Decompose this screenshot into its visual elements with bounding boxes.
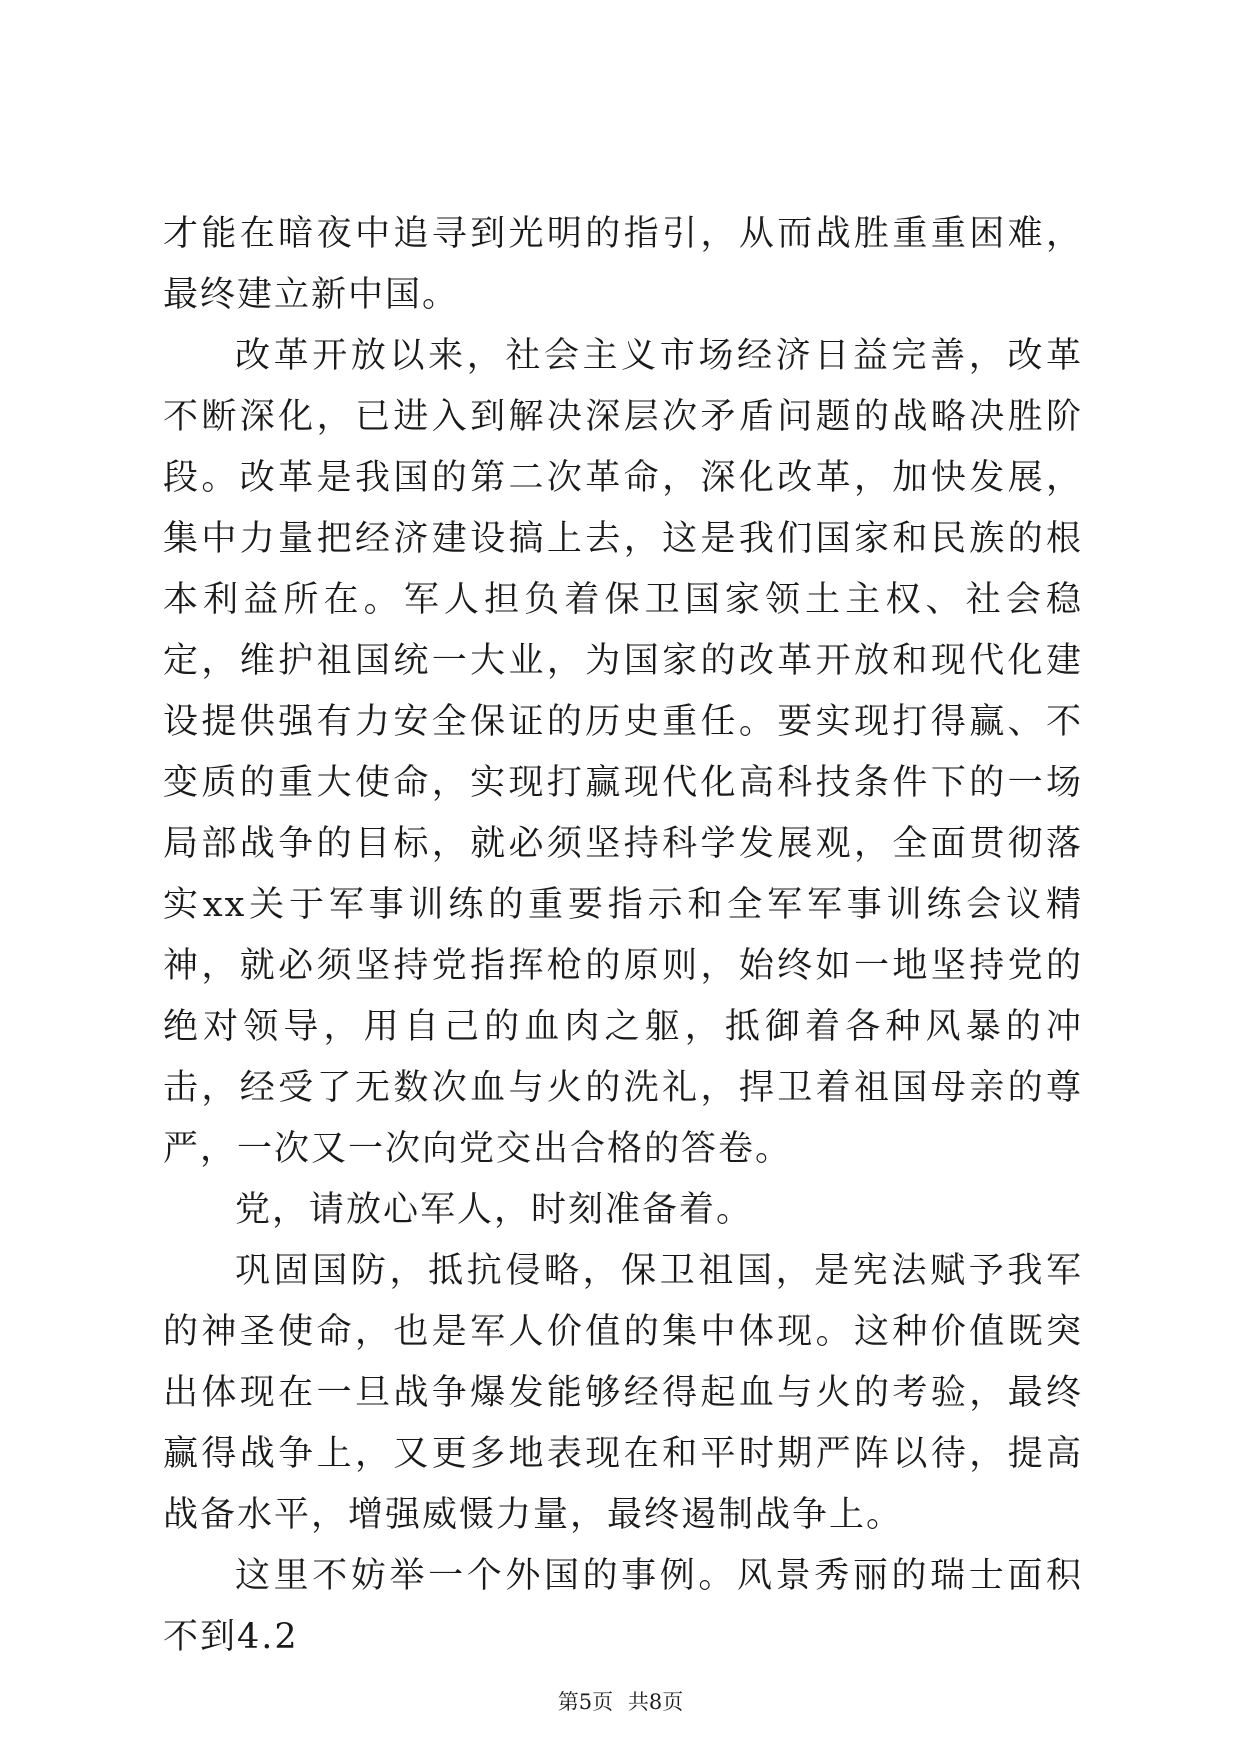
total-pages-label: 共8页 (627, 1690, 684, 1714)
current-page-label: 第5页 (557, 1690, 614, 1714)
paragraph: 巩固国防，抵抗侵略，保卫祖国，是宪法赋予我军的神圣使命，也是军人价值的集中体现。这种价值既突出体现在一旦战争爆发能够经得起血与火的考验，最终赢得战争上，又更多地表现在和平时期严阵以待，提高战备水平，增强威慑力量，最终遏制战争上。 (163, 1251, 1083, 1535)
document-body (163, 204, 1083, 1668)
paragraph: 才能在暗夜中追寻到光明的指引，从而战胜重重困难，最终建立新中国。 (163, 214, 1083, 315)
paragraph: 这里不妨举一个外国的事例。风景秀丽的瑞士面积不到4.2 (163, 1556, 1083, 1657)
page-footer (0, 1688, 1241, 1716)
paragraph: 改革开放以来，社会主义市场经济日益完善，改革不断深化，已进入到解决深层次矛盾问题的战略决胜阶段。改革是我国的第二次革命，深化改革，加快发展，集中力量把经济建设搞上去，这是我们国家和民族的根本利益所在。军人担负着保卫国家领土主权、社会稳定，维护祖国统一大业，为国家的改革开放和现代化建设提供强有力安全保证的历史重任。要实现打得赢、不变质的重大使命，实现打赢现代化高科技条件下的一场局部战争的目标，就必须坚持科学发展观，全面贯彻落实xx关于军事训练的重要指示和全军军事训练会议精神，就必须坚持党指挥枪的原则，始终如一地坚持党的绝对领导，用自己的血肉之躯，抵御着各种风暴的冲击，经受了无数次血与火的洗礼，捍卫着祖国母亲的尊严，一次又一次向党交出合格的答卷。 (163, 336, 1083, 1169)
paragraph: 党，请放心军人，时刻准备着。 (235, 1190, 754, 1230)
